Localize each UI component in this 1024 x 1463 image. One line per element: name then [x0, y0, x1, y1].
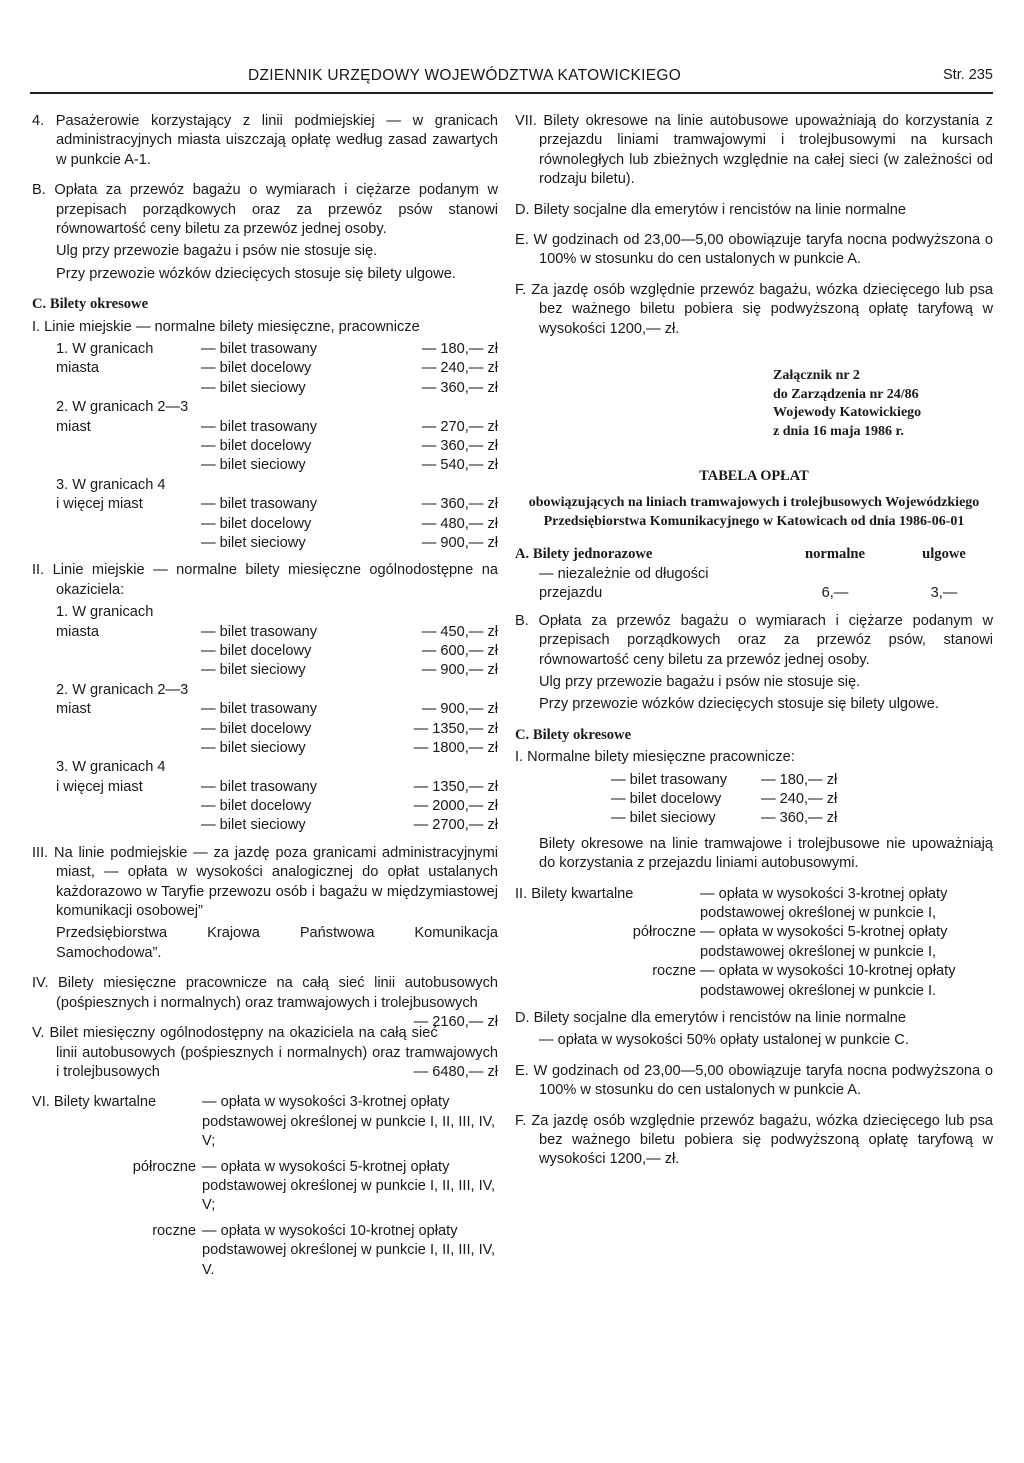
- paragraph-section-3: III. Na linie podmiejskie — za jazdę poza granicami administracyjnymi miast, — opłata w wysokości analogicznej do opłat ustalanych każdorazowo w Taryfie przewozu osób i bagażu w międzymiastowej komunikacji osobowej”: [32, 844, 498, 920]
- price-table-1: [32, 340, 498, 553]
- single-ticket-row: — niezależnie od długości: [539, 565, 709, 582]
- heading-c: C. Bilety okresowe: [32, 296, 149, 313]
- table-row: — bilet sieciowy — 1800,— zł: [201, 739, 498, 756]
- c1-row: — bilet sieciowy — 360,— zł: [611, 810, 838, 827]
- header-rule: [30, 92, 993, 94]
- paragraph-f-top: F. Za jazdę osób względnie przewóz bagażu, wózka dziecięcego lub psa bez ważnego biletu pobiera się podwyższoną opłatę taryfową w wysokości 1200,— zł.: [515, 281, 993, 337]
- paragraph-section-4: IV. Bilety miesięczne pracownicze na całą sieć linii autobusowych (pośpiesznych i normalnych) oraz tramwajowych i trolejbusowych — 2160,— zł: [32, 974, 498, 1013]
- table-row: — bilet sieciowy — 900,— zł: [201, 662, 498, 679]
- c1-row: — bilet docelowy — 240,— zł: [611, 790, 838, 807]
- paragraph-b: B. Opłata za przewóz bagażu o wymiarach i ciężarze podanym w przepisach porządkowych oraz za przewóz psów stanowi równowartość ceny biletu za przewóz jednej osoby.: [32, 182, 498, 238]
- heading-c-right: C. Bilety okresowe: [515, 726, 632, 743]
- paragraph-e-bottom: E. W godzinach od 23,00—5,00 obowiązuje taryfa nocna podwyższona o 100% w stosunku do cen ustalonych w punkcie A.: [515, 1062, 993, 1099]
- table-row: — bilet docelowy — 480,— zł: [201, 515, 498, 532]
- table-row: 2. W granicach 2—3: [56, 681, 189, 698]
- paragraph-4: 4. Pasażerowie korzystający z linii podmiejskiej — w granicach administracyjnych miasta uiszczają opłatę według zasad zawartych w punkcie A-1.: [32, 113, 498, 168]
- paragraph-e-top: E. W godzinach od 23,00—5,00 obowiązuje taryfa nocna podwyższona o 100% w stosunku do cen ustalonych w punkcie A.: [515, 232, 993, 268]
- single-ticket-header: A. Bilety jednorazowe normalne ulgowe: [515, 546, 966, 563]
- paragraph-d-top: D. Bilety socjalne dla emerytów i rencistów na linie normalne: [515, 201, 906, 218]
- table-row: — bilet sieciowy — 2700,— zł: [201, 817, 498, 834]
- table-row: miast — bilet trasowany — 270,— zł: [56, 418, 498, 435]
- table-row: — bilet docelowy — 2000,— zł: [201, 798, 498, 815]
- paragraph-d-bottom-2: — opłata w wysokości 50% opłaty ustalonej w punkcie C.: [539, 1032, 909, 1049]
- journal-title: DZIENNIK URZĘDOWY WOJEWÓDZTWA KATOWICKIEGO: [248, 67, 682, 84]
- table-row: — bilet docelowy — 600,— zł: [201, 642, 498, 659]
- table-row: 1. W granicach — bilet trasowany — 180,— zł: [56, 341, 498, 358]
- table-row: 2. W granicach 2—3: [56, 399, 189, 416]
- paragraph-section-7: VII. Bilety okresowe na linie autobusowe upoważniają do korzystania z przejazdu liniami tramwajowymi i trolejbusowymi na kursach równoległych lub zbieżnych względnie na całej sieci (w zależności od rodzaju biletu).: [515, 113, 993, 188]
- paragraph-d-bottom: D. Bilety socjalne dla emerytów i rencistów na linie normalne: [515, 1010, 906, 1026]
- paragraph-b-right: B. Opłata za przewóz bagażu o wymiarach i ciężarze podanym w przepisach porządkowych oraz za przewóz psów, stanowi równowartość ceny biletu za przewóz jednej osoby.: [515, 612, 993, 668]
- table-row: — bilet sieciowy — 540,— zł: [201, 457, 498, 474]
- section-c2: II. Bilety kwartalne — opłata w wysokości 3-krotnej opłaty podstawowej określonej w punkcie I, półroczne — opłata w wysokości 5-krotnej opłaty podstawowej określonej w punkcie I, roczne — opłata w wysokości 10-krotnej opłaty podstawowej określonej w punkcie I.: [515, 885, 956, 999]
- right-column: [515, 112, 993, 1173]
- table-row: — bilet sieciowy — 360,— zł: [201, 379, 498, 396]
- page-number: Str. 235: [943, 67, 993, 83]
- single-ticket-row: przejazdu 6,— 3,—: [539, 585, 958, 602]
- table-row: miasta — bilet docelowy — 240,— zł: [56, 360, 498, 377]
- table-row: 1. W granicach: [56, 604, 154, 621]
- paragraph-section-5: V. Bilet miesięczny ogólnodostępny na okaziciela na całą sieć linii autobusowych (pośpiesznych i normalnych) oraz tramwajowych i trolejbusowych — 6480,— zł: [32, 1024, 498, 1082]
- section-6: VI. Bilety kwartalne — opłata w wysokości 3-krotnej opłaty podstawowej określonej w punkcie I, II, III, IV, V; półroczne — opłata w wysokości 5-krotnej opłaty podstawowej określonej w punkcie I, II, III, IV, V; roczne — opłata w wysokości 10-krotnej opłaty podstawowej określonej w punkcie I, II, III, IV, V.: [32, 1094, 496, 1278]
- fee-table-subtitle: obowiązujących na liniach tramwajowych i trolejbusowych Wojewódzkiego Przedsiębiorstwa Komunikacyjnego w Katowicach od dnia 1986-06-01: [528, 495, 980, 529]
- table-row: miast — bilet trasowany — 900,— zł: [56, 701, 498, 718]
- paragraph-section-3b: Przedsiębiorstwa Krajowa Państwowa Komunikacja Samochodowa”.: [56, 925, 498, 961]
- table-row: — bilet sieciowy — 900,— zł: [201, 534, 498, 551]
- paragraph-ulg-right: Ulg przy przewozie bagażu i psów nie stosuje się.: [539, 673, 861, 690]
- paragraph-wozki: Przy przewozie wózków dziecięcych stosuje się bilety ulgowe.: [56, 265, 456, 282]
- price-table-2: [32, 603, 498, 836]
- paragraph-wozki-right: Przy przewozie wózków dziecięcych stosuje się bilety ulgowe.: [539, 696, 939, 713]
- c1-row: — bilet trasowany — 180,— zł: [611, 771, 838, 788]
- paragraph-ulg: Ulg przy przewozie bagażu i psów nie stosuje się.: [56, 243, 378, 260]
- heading-section-1: I. Linie miejskie — normalne bilety miesięczne, pracownicze: [32, 318, 420, 335]
- price-section-4: — 2160,— zł: [413, 1014, 498, 1031]
- table-row: i więcej miast — bilet trasowany — 360,— zł: [56, 496, 498, 513]
- fee-table-title: TABELA OPŁAT: [699, 468, 809, 485]
- heading-c1: I. Normalne bilety miesięczne pracownicze:: [515, 749, 795, 766]
- page-header: [30, 62, 993, 86]
- table-row: — bilet docelowy — 1350,— zł: [201, 720, 498, 737]
- annex-note: Załącznik nr 2 do Zarządzenia nr 24/86 Wojewody Katowickiego z dnia 16 maja 1986 r.: [773, 368, 922, 439]
- table-row: i więcej miast — bilet trasowany — 1350,— zł: [56, 778, 498, 795]
- heading-section-2: II. Linie miejskie — normalne bilety miesięczne ogólnodostępne na okaziciela:: [32, 562, 498, 598]
- table-row: — bilet docelowy — 360,— zł: [201, 438, 498, 455]
- left-column: [32, 112, 498, 1280]
- table-row: 3. W granicach 4: [56, 476, 166, 493]
- c1-note: Bilety okresowe na linie tramwajowe i trolejbusowe nie upoważniają do korzystania z przejazdu liniami autobusowymi.: [539, 835, 993, 872]
- paragraph-f-bottom: F. Za jazdę osób względnie przewóz bagażu, wózka dziecięcego lub psa bez ważnego biletu pobiera się podwyższoną opłatę taryfową w wysokości 1200,— zł.: [515, 1112, 993, 1168]
- table-row: miasta — bilet trasowany — 450,— zł: [56, 623, 498, 640]
- price-section-5: — 6480,— zł: [413, 1063, 498, 1080]
- table-row: 3. W granicach 4: [56, 759, 166, 776]
